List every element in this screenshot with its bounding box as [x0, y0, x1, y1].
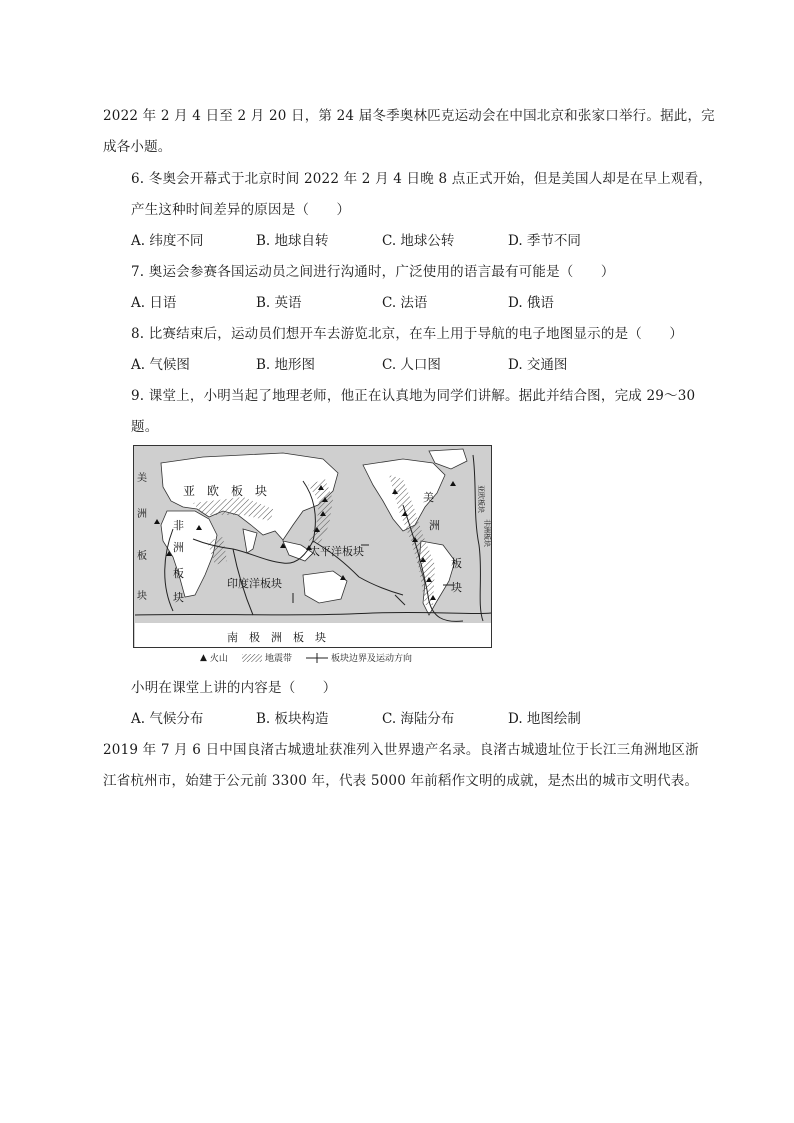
- volcano-icon: ▲: [200, 652, 207, 663]
- q9-line-2: 题。: [131, 419, 159, 435]
- label-african-plate-4: 块: [173, 591, 184, 604]
- q9-option-c: C. 海陆分布: [382, 711, 455, 727]
- label-african-plate-1: 非: [173, 519, 184, 532]
- intro-line-2: 成各小题。: [103, 139, 172, 155]
- q9-option-b: B. 板块构造: [256, 711, 329, 727]
- label-american-plate-1: 美: [423, 491, 434, 504]
- q6-option-b: B. 地球自转: [256, 233, 329, 249]
- q9-line-1: 9. 课堂上，小明当起了地理老师，他正在认真地为同学们讲解。据此并结合图，完成 29～30: [131, 388, 696, 404]
- q8-option-b: B. 地形图: [256, 357, 316, 373]
- q6-option-d: D. 季节不同: [508, 233, 581, 249]
- label-left-edge-1: 美: [137, 473, 147, 484]
- label-american-plate-2: 洲: [429, 519, 440, 532]
- q7-option-d: D. 俄语: [508, 295, 554, 311]
- intro-line-1: 2022 年 2 月 4 日至 2 月 20 日，第 24 届冬季奥林匹克运动会在中国北京和张家口举行。据此，完: [103, 108, 715, 124]
- label-eurasian-plate: 亚 欧 板 块: [183, 484, 268, 498]
- legend-volcano: ▲ 火山: [200, 652, 228, 664]
- hatch-swatch-icon: [242, 654, 262, 662]
- q9-option-a: A. 气候分布: [131, 711, 204, 727]
- q9-stem: 小明在课堂上讲的内容是（ ）: [131, 680, 337, 696]
- q6-line-2: 产生这种时间差异的原因是（ ）: [131, 202, 351, 218]
- label-pacific-plate: 太平洋板块: [309, 545, 364, 558]
- label-left-edge-4: 块: [137, 591, 147, 602]
- q6-option-c: C. 地球公转: [382, 233, 455, 249]
- legend-seismic: 地震带: [242, 651, 292, 664]
- label-american-plate-3: 板: [451, 557, 462, 570]
- q7-option-a: A. 日语: [131, 295, 177, 311]
- q8-option-c: C. 人口图: [382, 357, 441, 373]
- q8-option-d: D. 交通图: [508, 357, 568, 373]
- q8-option-a: A. 气候图: [131, 357, 190, 373]
- label-african-plate-3: 板: [173, 567, 184, 580]
- label-far-right-eurasian: 亚欧板块: [477, 485, 485, 513]
- final-line-2: 江省杭州市，始建于公元前 3300 年，代表 5000 年前稻作文明的成就，是杰出的城市文明代表。: [103, 773, 699, 789]
- q6-line-1: 6. 冬奥会开幕式于北京时间 2022 年 2 月 4 日晚 8 点正式开始，但是美国人却是在早上观看，: [131, 171, 713, 187]
- q8-line-1: 8. 比赛结束后，运动员们想开车去游览北京，在车上用于导航的电子地图显示的是（ ）: [131, 326, 684, 342]
- legend-boundary: 板块边界及运动方向: [306, 651, 412, 664]
- q9-option-d: D. 地图绘制: [508, 711, 581, 727]
- map-legend: [200, 651, 412, 664]
- q7-line-1: 7. 奥运会参赛各国运动员之间进行沟通时，广泛使用的语言最有可能是（ ）: [131, 264, 615, 280]
- label-left-edge-2: 洲: [137, 509, 147, 520]
- q7-option-c: C. 法语: [382, 295, 428, 311]
- label-far-right-african: 非洲板块: [483, 519, 491, 547]
- label-american-plate-4: 块: [451, 581, 462, 594]
- label-indian-plate: 印度洋板块: [227, 577, 282, 590]
- plate-tectonics-map: [133, 445, 492, 648]
- label-left-edge-3: 板: [137, 551, 147, 562]
- q7-option-b: B. 英语: [256, 295, 302, 311]
- q6-option-a: A. 纬度不同: [131, 233, 204, 249]
- final-line-1: 2019 年 7 月 6 日中国良渚古城遗址获准列入世界遗产名录。良渚古城遗址位于长江三角洲地区浙: [103, 742, 699, 758]
- label-african-plate-2: 洲: [173, 541, 184, 554]
- boundary-arrow-icon: [306, 653, 328, 663]
- label-antarctic-plate: 南 极 洲 板 块: [227, 631, 326, 644]
